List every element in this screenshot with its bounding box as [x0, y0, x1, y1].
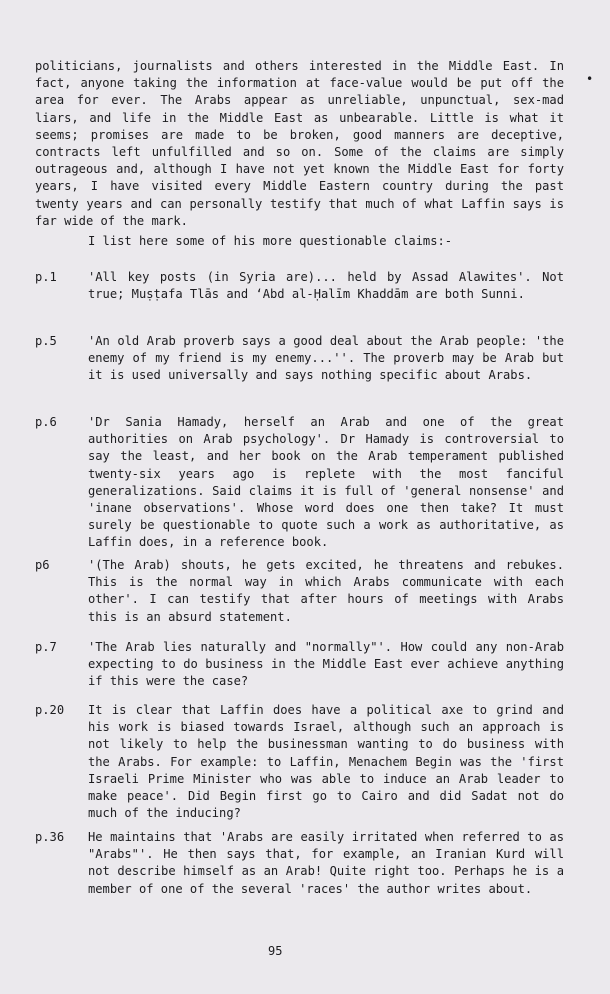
claim-text: He maintains that 'Arabs are easily irritated when referred to as "Arabs"'. He then says that, for example, an Iranian Kurd will not describe himself as an Arab! Quite right too. Perhaps he is a member of one of the several 'races' the author writes about.: [88, 830, 564, 896]
intro-paragraph: politicians, journalists and others interested in the Middle East. In fact, anyone taking the information at face-value would be put off the area for ever. The Arabs appear as unreliable, unpunctual, sex-mad liars, and life in the Middle East as unbearable. Little is what it seems; promises are made to be broken, good manners are deceptive, contracts left unfulfilled and so on. Some of the claims are simply outrageous and, although I have not yet known the Middle East for forty years, I have visited every Middle Eastern country during the past twenty years and can personally testify that much of what Laffin says is far wide of the mark.: [35, 59, 564, 228]
page-reference: p.36: [35, 830, 65, 844]
page-reference: p.5: [35, 334, 57, 348]
page-reference: p.20: [35, 703, 65, 717]
page-reference: p6: [35, 558, 50, 572]
page-number: 95: [268, 944, 283, 958]
claim-entry: [35, 269, 564, 303]
stray-mark: •: [586, 72, 594, 86]
page-reference: p.6: [35, 415, 57, 429]
claim-entry: [35, 557, 564, 626]
claim-text: '(The Arab) shouts, he gets excited, he threatens and rebukes. This is the normal way in which Arabs communicate with each other'. I can testify that after hours of meetings with Arabs this is an absurd statement.: [88, 558, 564, 624]
claim-text: It is clear that Laffin does have a political axe to grind and his work is biased towards Israel, although such an approach is not likely to help the businessman wanting to do business with the Arabs. For example: to Laffin, Menachem Begin was the 'first Israeli Prime Minister who was able to induce an Arab leader to make peace'. Did Begin first go to Cairo and did Sadat not do much of the inducing?: [88, 703, 564, 821]
claim-entry: [35, 702, 564, 822]
claim-text: 'All key posts (in Syria are)... held by Assad Alawites'. Not true; Muṣṭafa Tlās and ‘Abd al-Ḥalīm Khaddām are both Sunni.: [88, 270, 564, 302]
claim-text: 'Dr Sania Hamady, herself an Arab and one of the great authorities on Arab psychology'. Dr Hamady is controversial to say the least, and her book on the Arab temperament published twenty-six years ago is replete with the most fanciful generalizations. Said claims it is full of 'general nonsense' and 'inane observations'. Whose word does one then take? It must surely be questionable to quote such a work as authoritative, as Laffin does, in a reference book.: [88, 415, 564, 550]
claim-text: 'The Arab lies naturally and "normally"'. How could any non-Arab expecting to do business in the Middle East ever achieve anything if this were the case?: [88, 640, 564, 689]
page-reference: p.1: [35, 270, 57, 284]
page-reference: p.7: [35, 640, 57, 654]
claim-text: 'An old Arab proverb says a good deal about the Arab people: 'the enemy of my friend is my enemy...''. The proverb may be Arab but it is used universally and says nothing specific about Arabs.: [88, 334, 564, 383]
claim-entry: [35, 414, 564, 552]
claim-entry: [35, 829, 564, 898]
claim-entry: [35, 333, 564, 385]
list-intro: I list here some of his more questionable claims:-: [88, 234, 453, 248]
claim-entry: [35, 639, 564, 691]
